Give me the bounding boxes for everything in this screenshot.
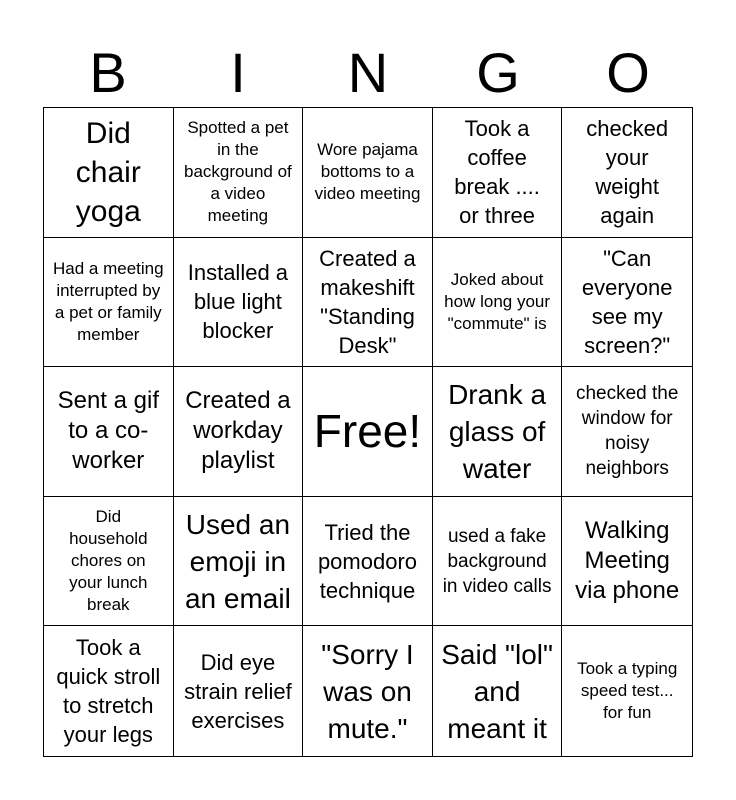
bingo-cell-r2c4[interactable] bbox=[433, 238, 563, 368]
bingo-cell-text: Said "lol" and meant it bbox=[441, 638, 553, 744]
bingo-cell-text: Did household chores on your lunch break bbox=[69, 507, 148, 615]
bingo-cell-r4c5[interactable] bbox=[562, 497, 692, 627]
bingo-cell-r3c3[interactable] bbox=[303, 367, 433, 497]
bingo-cell-r4c1[interactable] bbox=[44, 497, 174, 627]
bingo-cell-r1c4[interactable] bbox=[433, 108, 563, 238]
bingo-cell-text: Tried the pomodoro technique bbox=[317, 519, 418, 603]
header-letter-o: O bbox=[606, 41, 650, 104]
bingo-cell-r4c2[interactable] bbox=[174, 497, 304, 627]
bingo-cell-r2c3[interactable] bbox=[303, 238, 433, 368]
bingo-cell-r3c5[interactable] bbox=[562, 367, 692, 497]
bingo-cell-text: checked the window for noisy neighbors bbox=[575, 383, 679, 480]
bingo-cell-r4c4[interactable] bbox=[433, 497, 563, 627]
header-letter-n: N bbox=[347, 41, 389, 104]
bingo-cell-r5c2[interactable] bbox=[174, 626, 304, 756]
bingo-cell-r5c4[interactable] bbox=[433, 626, 563, 756]
bingo-cell-r5c3[interactable] bbox=[303, 626, 433, 756]
bingo-board bbox=[43, 107, 693, 757]
bingo-header bbox=[43, 40, 693, 106]
bingo-cell-text: Did chair yoga bbox=[75, 116, 141, 228]
header-letter-i: I bbox=[230, 41, 246, 104]
bingo-cell-text: Used an emoji in an email bbox=[184, 508, 291, 614]
bingo-cell-text: Joked about how long your "commute" is bbox=[444, 269, 551, 333]
bingo-cell-r2c2[interactable] bbox=[174, 238, 304, 368]
bingo-cell-text: Created a workday playlist bbox=[185, 387, 291, 475]
bingo-cell-text: Took a quick stroll to stretch your legs bbox=[56, 635, 161, 748]
bingo-cell-text: Sent a gif to a co-worker bbox=[57, 387, 159, 475]
bingo-cell-text: Walking Meeting via phone bbox=[575, 517, 680, 605]
bingo-cell-r1c1[interactable] bbox=[44, 108, 174, 238]
bingo-cell-r1c5[interactable] bbox=[562, 108, 692, 238]
bingo-cell-text: Drank a glass of water bbox=[448, 378, 547, 484]
bingo-cell-text: Installed a blue light blocker bbox=[187, 260, 289, 344]
bingo-cell-text: Did eye strain relief exercises bbox=[184, 649, 292, 733]
bingo-cell-text: Created a makeshift "Standing Desk" bbox=[319, 245, 416, 358]
bingo-cell-r2c1[interactable] bbox=[44, 238, 174, 368]
header-letter-b: B bbox=[89, 41, 127, 104]
header-letter-g: G bbox=[476, 41, 520, 104]
bingo-cell-text: Had a meeting interrupted by a pet or family member bbox=[53, 258, 164, 344]
bingo-cell-text: Wore pajama bottoms to a video meeting bbox=[314, 140, 421, 204]
bingo-cell-text: Free! bbox=[313, 405, 422, 458]
bingo-cell-text: used a fake background in video calls bbox=[442, 525, 552, 597]
bingo-cell-text: "Sorry I was on mute." bbox=[321, 638, 414, 744]
bingo-cell-r3c4[interactable] bbox=[433, 367, 563, 497]
bingo-cell-r5c1[interactable] bbox=[44, 626, 174, 756]
bingo-cell-r3c2[interactable] bbox=[174, 367, 304, 497]
bingo-cell-r1c2[interactable] bbox=[174, 108, 304, 238]
bingo-cell-r4c3[interactable] bbox=[303, 497, 433, 627]
bingo-cell-text: checked your weight again bbox=[586, 116, 669, 229]
bingo-cell-text: Took a typing speed test... for fun bbox=[577, 659, 678, 723]
bingo-cell-r1c3[interactable] bbox=[303, 108, 433, 238]
bingo-cell-r3c1[interactable] bbox=[44, 367, 174, 497]
bingo-cell-r5c5[interactable] bbox=[562, 626, 692, 756]
bingo-cell-text: Spotted a pet in the background of a video meeting bbox=[184, 118, 292, 226]
bingo-cell-text: "Can everyone see my screen?" bbox=[581, 245, 673, 358]
bingo-cell-r2c5[interactable] bbox=[562, 238, 692, 368]
bingo-cell-text: Took a coffee break .... or three bbox=[454, 116, 540, 229]
